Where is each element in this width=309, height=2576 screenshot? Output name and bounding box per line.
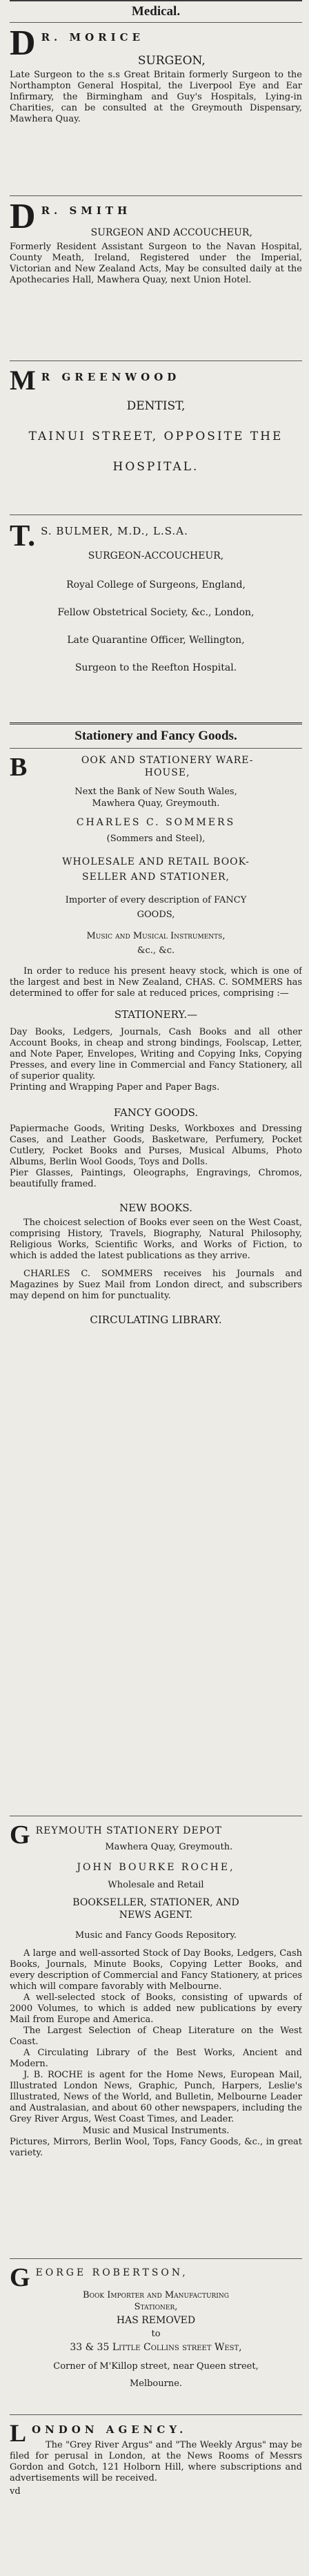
ad-greenwood-line1: TAINUI STREET, OPPOSITE THE xyxy=(28,430,283,443)
ad-sommers-title2: HOUSE, xyxy=(144,767,190,778)
ad-sommers-printing: Printing and Wrapping Paper and Paper Bags. xyxy=(10,1082,220,1093)
ad-sommers-fancy-body: Papiermache Goods, Writing Desks, Workboxes and Dressing Cases, and Leather Goods, Basketware, Perfumery, Pocket Cutlery, Pocket Books and Purses, Musical Albums, Photo Albums, Berlin Wool Goods, Toys and Dolls. xyxy=(10,1124,302,1167)
ad-morice xyxy=(10,23,302,195)
ad-robertson-line6: Corner of M'Killop street, near Queen street, xyxy=(53,2361,259,2372)
ad-roche-body5: J. B. ROCHE is agent for the Home News, European Mail, Illustrated London News, Graphic, Punch, Harpers, Leslie's Illustrated, News of the World, and Bulletin, Melbourne Leader and Australasian, and about 60 other newspapers, including the Grey River Argus, West Coast Times, and Leader. xyxy=(10,2070,302,2124)
ad-robertson-line5: 33 & 35 Little Collins street West, xyxy=(70,2342,242,2353)
ad-bulmer-line1: Royal College of Surgeons, England, xyxy=(66,579,246,590)
ad-roche xyxy=(10,1816,302,2258)
ad-morice-initial: D xyxy=(10,23,36,63)
ad-bulmer-line3: Late Quarantine Officer, Wellington, xyxy=(67,635,245,646)
ad-sommers-addr2: Mawhera Quay, Greymouth. xyxy=(92,798,220,809)
ad-sommers-stationery-body: Day Books, Ledgers, Journals, Cash Books and all other Account Books, in cheap and strong bindings, Foolscap, Letter, and Note Paper, Envelopes, Writing and Copying Inks, Copying Presses, and every line in Commercial and Fancy Stationery, all of superior quality. xyxy=(10,1027,302,1082)
ad-smith xyxy=(10,196,302,361)
ad-sommers xyxy=(10,749,302,1816)
ad-roche-body3: The Largest Selection of Cheap Literature on the West Coast. xyxy=(10,2026,302,2047)
ad-sommers-importer2: GOODS, xyxy=(137,910,175,920)
ad-bulmer xyxy=(10,515,302,722)
ad-roche-title: REYMOUTH STATIONERY DEPOT xyxy=(35,1825,222,1836)
ad-roche-initial: G xyxy=(10,1820,30,1849)
ad-greenwood-initial: M xyxy=(10,365,36,396)
ad-robertson xyxy=(10,2259,302,2414)
medical-heading: Medical. xyxy=(131,4,181,19)
ad-sommers-fancy-head: FANCY GOODS. xyxy=(113,1106,199,1119)
ad-roche-body6: Music and Musical Instruments. xyxy=(82,2126,230,2136)
ad-robertson-initial: G xyxy=(10,2263,30,2292)
ad-sommers-books-head: NEW BOOKS. xyxy=(119,1202,192,1214)
ad-roche-body1: A large and well-assorted Stock of Day Books, Ledgers, Cash Books, Journals, Minute Books, Copying Letter Books, and every description of Commercial and Fancy Stationery, at prices which will compare favorably with Melbourne. xyxy=(10,1948,302,1992)
ad-sommers-intro: In order to reduce his present heavy stock, which is one of the largest and best in New Zealand, CHAS. C. SOMMERS has determined to offer for sale at reduced prices, comprising :— xyxy=(10,966,302,999)
ad-roche-body7: Pictures, Mirrors, Berlin Wool, Tops, Fancy Goods, &c., in great variety. xyxy=(10,2137,302,2158)
ad-bulmer-line2: Fellow Obstetrical Society, &c., London, xyxy=(57,607,255,618)
ad-morice-body: Late Surgeon to the s.s Great Britain formerly Surgeon to the Northampton General Hospital, the Liverpool Eye and Ear Infirmary, the Birmingham and Guy's Hospitals, Lying-in Charities, can be consulted at the Greymouth Dispensary, Mawhera Quay. xyxy=(10,70,302,124)
ad-smith-title: SURGEON AND ACCOUCHEUR, xyxy=(90,227,252,238)
ad-sommers-pier: Pier Glasses, Paintings, Oleographs, Engravings, Chromos, beautifully framed. xyxy=(10,1168,302,1189)
ad-sommers-books-body: The choicest selection of Books ever seen on the West Coast, comprising History, Travels, Biography, Natural Philosophy, Religious Works, Scientific Works, and Works of Fiction, to which is added the latest publications as they arrive. xyxy=(10,1218,302,1261)
ad-roche-body2: A well-selected stock of Books, consisting of upwards of 2000 Volumes, to which is added new publications by every Mail from Europe and America. xyxy=(10,1992,302,2025)
ad-roche-trade: Wholesale and Retail xyxy=(108,1880,204,1890)
ad-roche-name: JOHN BOURKE ROCHE, xyxy=(77,1862,235,1873)
ad-robertson-line4: to xyxy=(151,2329,161,2339)
section-rule xyxy=(10,722,302,724)
ad-smith-name: R. SMITH xyxy=(41,204,132,217)
ad-sommers-journals: CHARLES C. SOMMERS receives his Journals and Magazines by Suez Mail from London direct, and subscribers may depend on him for punctuality. xyxy=(10,1269,302,1301)
ad-morice-name: R. MORICE xyxy=(41,31,144,44)
ad-roche-trade2b: NEWS AGENT. xyxy=(119,1910,193,1921)
ad-robertson-line3: HAS REMOVED xyxy=(116,2315,196,2326)
ad-sommers-addr1: Next the Bank of New South Wales, xyxy=(74,787,237,797)
ad-sommers-title1: OOK AND STATIONERY WARE- xyxy=(81,755,254,766)
ad-roche-body4: A Circulating Library of the Best Works, Ancient and Modern. xyxy=(10,2048,302,2069)
stationery-heading: Stationery and Fancy Goods. xyxy=(74,729,237,743)
ad-greenwood-line2: HOSPITAL. xyxy=(112,460,199,474)
ad-bulmer-line4: Surgeon to the Reefton Hospital. xyxy=(74,662,237,673)
ad-agency-title: ONDON AGENCY. xyxy=(32,2423,188,2436)
ad-sommers-music2: &c., &c. xyxy=(137,945,175,956)
ad-sommers-trade2: SELLER AND STATIONER, xyxy=(82,872,230,883)
ad-sommers-library: CIRCULATING LIBRARY. xyxy=(90,1314,222,1326)
ad-agency-tail: vd xyxy=(10,2486,21,2497)
ad-sommers-stationery-head: STATIONERY.— xyxy=(114,1008,198,1021)
ad-bulmer-name: S. BULMER, M.D., L.S.A. xyxy=(41,525,188,537)
ad-greenwood-name: R GREENWOOD xyxy=(41,371,181,383)
ad-smith-body: Formerly Resident Assistant Surgeon to the Navan Hospital, County Meath, Ireland, Registered under the Imperial, Victorian and New Zealand Acts, May be consulted daily at the Apothecaries Hall, Mawhera Quay, next Union Hotel. xyxy=(10,242,302,285)
ad-robertson-line2: Stationer, xyxy=(134,2302,178,2312)
ad-morice-title: SURGEON, xyxy=(137,54,206,68)
ad-agency-initial: L xyxy=(10,2419,27,2447)
ad-sommers-music1: Music and Musical Instruments, xyxy=(86,931,226,941)
ad-roche-repo: Music and Fancy Goods Repository. xyxy=(74,1930,237,1941)
ad-agency xyxy=(10,2415,302,2498)
ad-greenwood-title: DENTIST, xyxy=(126,399,186,413)
ad-sommers-trade1: WHOLESALE AND RETAIL BOOK- xyxy=(62,856,250,867)
ad-smith-initial: D xyxy=(10,197,36,236)
ad-bulmer-title: SURGEON-ACCOUCHEUR, xyxy=(88,550,224,561)
ad-robertson-line7: Melbourne. xyxy=(129,2378,183,2389)
ad-roche-trade2a: BOOKSELLER, STATIONER, AND xyxy=(72,1897,239,1908)
ad-bulmer-initial: T. xyxy=(10,519,36,552)
ad-robertson-line1: Book Importer and Manufacturing xyxy=(83,2290,229,2300)
ad-sommers-initial: B xyxy=(10,753,28,782)
ad-agency-body: The "Grey River Argus" and "The Weekly Argus" may be filed for perusal in London, at the News Rooms of Messrs Gordon and Gotch, 121 Holborn Hill, where subscriptions and advertisements will be received. xyxy=(10,2440,302,2483)
ad-roche-addr: Mawhera Quay, Greymouth. xyxy=(105,1842,233,1852)
ad-robertson-name: EORGE ROBERTSON, xyxy=(35,2267,188,2278)
ad-sommers-name-sub: (Sommers and Steel), xyxy=(106,834,206,844)
ad-greenwood xyxy=(10,361,302,515)
ad-sommers-importer1: Importer of every description of FANCY xyxy=(65,895,247,905)
ad-sommers-name: CHARLES C. SOMMERS xyxy=(76,817,236,828)
top-rule xyxy=(10,0,302,1)
